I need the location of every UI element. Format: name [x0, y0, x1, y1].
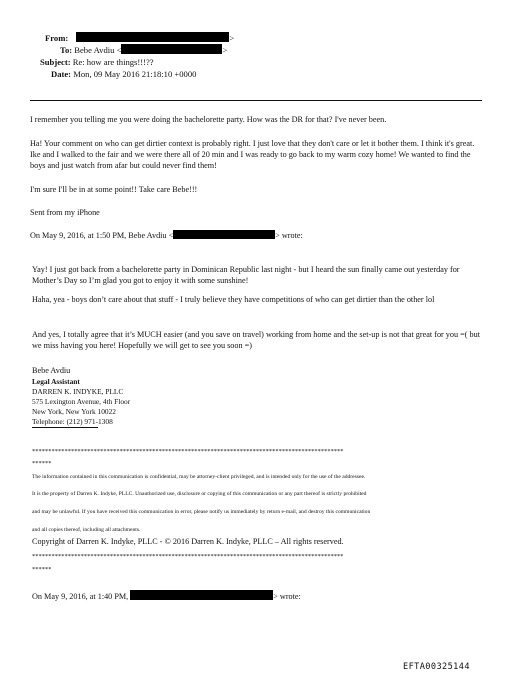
- stars-tail: ******: [32, 460, 52, 467]
- subject-row: [40, 56, 154, 68]
- reply-paragraph-1: I remember you telling me you were doing the bachelorette party. How was the DR for that? I've never been.: [30, 115, 387, 124]
- quote-header: [30, 230, 303, 241]
- stars-divider: ************************************************************************************************: [32, 448, 344, 455]
- stars-divider: ************************************************************************************************: [32, 553, 344, 560]
- quote-suffix: > wrote:: [275, 231, 303, 240]
- quote-prefix: On May 9, 2016, at 1:50 PM, Bebe Avdiu <: [30, 231, 174, 240]
- disclaimer-line-2: It is the property of Darren K. Indyke, PLLC. Unauthorized use, disclosure or copying of this communication or any part thereof is strictly prohibited: [32, 491, 367, 497]
- redaction-block: [121, 44, 222, 54]
- signature-phone: Telephone: (212) 971-1308: [32, 417, 113, 426]
- reply-paragraph-2: Ha! Your comment on who can get dirtier context is probably right. I just love that they don't care or let it bother them. I think it's great. Ike and I walked to the fair and we were there all of 20 min and I was ready to go back to my warm cozy home! We wanted to find the boys and just watch from afar but could never find them!: [30, 139, 475, 170]
- stars-tail: ******: [32, 566, 52, 573]
- header-divider: [30, 100, 482, 101]
- bracket-close: >: [222, 45, 228, 55]
- disclaimer-line-3: and may be unlawful. If you have received this communication in error, please notify us immediately by return e-mail, and destroy this communication: [32, 509, 371, 515]
- subject-label: Subject:: [40, 57, 71, 67]
- bracket-close: >: [229, 33, 235, 43]
- signature-firm: DARREN K. INDYKE, PLLC: [32, 387, 124, 396]
- redaction-block: [76, 32, 229, 42]
- date-value: Mon, 09 May 2016 21:18:10 +0000: [73, 69, 197, 79]
- signature-address2: New York, New York 10022: [32, 407, 116, 416]
- copyright-line: Copyright of Darren K. Indyke, PLLC - © 2016 Darren K. Indyke, PLLC – All rights reserved.: [32, 537, 344, 546]
- redaction-block: [173, 230, 275, 239]
- from-row: [45, 32, 234, 44]
- reply-paragraph-4: Sent from my iPhone: [30, 208, 100, 217]
- signature-title: Legal Assistant: [32, 377, 80, 386]
- quoted-paragraph-3: And yes, I totally agree that it’s MUCH easier (and you save on travel) working from home and the set-up is not that great for you =( but we miss having you here! Hopefully we will get to see you soon =): [32, 330, 480, 350]
- date-label: Date:: [51, 69, 72, 79]
- earlier-quote-header: [32, 590, 301, 602]
- to-row: [60, 44, 227, 56]
- earlier-prefix: On May 9, 2016, at 1:40 PM,: [32, 592, 129, 601]
- from-label: From:: [45, 33, 69, 43]
- redaction-block: [130, 590, 273, 600]
- earlier-suffix: > wrote:: [273, 592, 301, 601]
- quoted-paragraph-2: Haha, yea - boys don’t care about that stuff - I truly believe they have competitions of who can get dirtier than the other lol: [32, 295, 435, 304]
- to-label: To:: [60, 45, 73, 55]
- signature-underline: [32, 427, 98, 428]
- reply-paragraph-3: I'm sure I'll be in at some point!! Take care Bebe!!!: [30, 185, 198, 194]
- disclaimer-line-4: and all copies thereof, including all attachments.: [32, 527, 141, 533]
- to-value: Bebe Avdiu <: [74, 45, 122, 55]
- date-row: [51, 68, 196, 80]
- quoted-paragraph-1: Yay! I just got back from a bachelorette party in Dominican Republic last night - but I heard the sun finally came out yesterday for Mother’s Day so I’m glad you got to enjoy it with some sunshine!: [32, 265, 460, 285]
- document-id: EFTA00325144: [403, 662, 470, 672]
- subject-value: Re: how are things!!!??: [72, 57, 154, 67]
- signature-address1: 575 Lexington Avenue, 4th Floor: [32, 397, 131, 406]
- signature-name: Bebe Avdiu: [32, 366, 71, 375]
- disclaimer-line-1: The information contained in this communication is confidential, may be attorney-client privileged, and is intended only for the use of the addressee.: [32, 474, 366, 480]
